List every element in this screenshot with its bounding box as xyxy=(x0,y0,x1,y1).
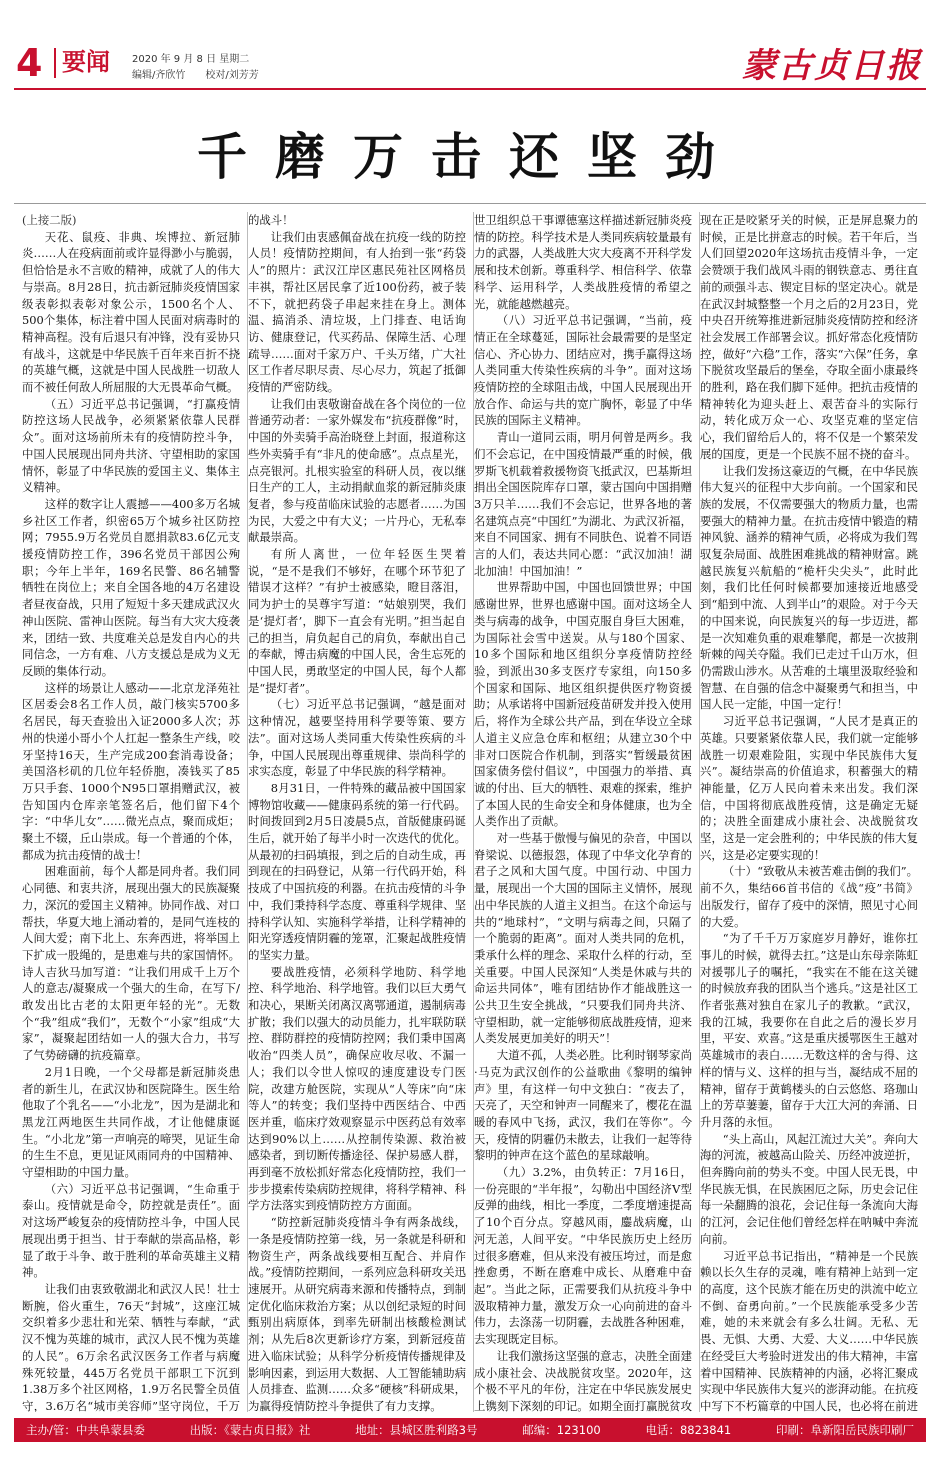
article-paragraph: 要战胜疫情，必须科学地防、科学地控、科学地治、科学地管。我们以巨大勇气和决心，果断关闭离汉离鄂通道，遏制病毒扩散；我们以强大的动员能力，扎牢联防联控、群防群控的疫情防控网；我们秉申国离收治“四类人员”，确保应收尽收、不漏一人；我们以令世人惊叹的速度建设专门医院，改建方舱医院，实现从“人等床”向“床等人”的转变；我们坚持中西医结合、中西医并重，临床疗效观察显示中医药总有效率达到90%以上……从控制传染源、救治被感染者，到切断传播途径、保护易感人群，再到毫不放松抓好常态化疫情防控，我们一步步摸索传染病防控规律，将科学精神、科学方法落实到疫情防控方方面面。 xyxy=(248,964,466,1213)
footer-address: 地址：县城区胜利路3号 xyxy=(355,1423,478,1437)
page-number: 4 xyxy=(16,41,43,85)
article-headline: 千磨万击还坚劲 xyxy=(197,127,743,186)
article-paragraph: 大道不孤，人类必胜。比利时钢琴家尚·马克为武汉创作的公益歌曲《黎明的编钟声》里，有这样一句中文独白：“夜去了，天亮了，天空和钟声一同醒来了，樱花在温暖的春风中飞扬，武汉，我们在等你”。今天，疫情的阴霾仍未散去，让我们一起等待黎明的钟声在这个蓝色的星球敲响。 xyxy=(474,1048,692,1163)
footer-postcode: 邮编：123100 xyxy=(522,1423,601,1437)
article-paragraph: （七）习近平总书记强调，“越是面对这种情况，越要坚持用科学要等策、要方法”。面对这场人类同重大传染性疾病的斗争，中国人民展现出尊重规律、崇尚科学的求实态度，彰显了中华民族的科学精神。 xyxy=(248,697,466,779)
article-column xyxy=(248,212,466,1412)
page-footer xyxy=(14,1418,926,1442)
article-paragraph: 习近平总书记强调，“人民才是真正的英雄。只要紧紧依靠人民，我们就一定能够战胜一切艰难险阻，实现中华民族伟大复兴”。凝结崇高的价值追求，积蓄强大的精神能量，亿万人民向着未来出发。我们深信，中国将彻底战胜疫情，这是确定无疑的；决胜全面建成小康社会、决战脱贫攻坚，这是一定会胜利的；中华民族的伟大复兴，这是必定要实现的！ xyxy=(700,714,918,862)
article-paragraph: 困难面前，每个人都是同舟者。我们同心同德、和衷共济，展现出强大的民族凝聚力，深沉的爱国主义精神。协同作战、对口帮扶，华夏大地上涌动着的，是同气连枝的人间大爱；南下北上、东奔西进，将举国上下扩成一股绳的，是患难与共的家国情怀。诗人吉狄马加写道：“让我们用成千上万个人的意志/凝聚成一个强大的生命，在写下/敢发出比古老的太阳更年轻的光”。无数个“我”组成“我们”，无数个“小家”组成“大家”，凝聚起团结如一人的强大合力，书写了气势磅礴的抗疫篇章。 xyxy=(22,864,240,1063)
article-paragraph: 习近平总书记指出，“精神是一个民族赖以长久生存的灵魂，唯有精神上站到一定的高度，这个民族才能在历史的洪流中屹立不倒、奋勇向前。”一个民族能承受多少苦难，她的未来就会有多么壮阔。无私、无畏、无惧、大勇、大爱、大义……中华民族在经受巨大考验时迸发出的伟大精神，丰富着中国精神、民族精神的内涵，必将汇聚成实现中华民族伟大复兴的澎湃动能。在抗疫中写下不朽篇章的中国人民，也必将在前进 xyxy=(700,1248,918,1412)
article-body xyxy=(22,212,918,1412)
article-paragraph: 的战斗！ xyxy=(248,213,294,227)
footer-sponsor: 主办/管：中共阜蒙县委 xyxy=(26,1423,145,1437)
article-paragraph: “为了千千万万家庭岁月静好，谁你扛事儿的时候，就得去扛。”这是山东母亲陈虹对援鄂儿子的嘱托，“我实在不能在这关键的时候放弃我的团队当个逃兵。”这是社区工作者张燕对独自在家儿子的教歉。“武汉，我的江城，我要你在自此之后的漫长岁月里，平安、欢喜。”这是重庆援鄂医生王越对英雄城市的表白……无数这样的舍与得、这样的情与义、这样的担与当，凝结成不屈的精神，留存于黄鹤楼头的白云悠悠、珞珈山上的芳草萋萋，留存于大江大河的奔涌、日升月落的永恒。 xyxy=(700,931,918,1129)
article-paragraph: 让我们发扬这豪迈的气概，在中华民族伟大复兴的征程中大步向前。一个国家和民族的发展，不仅需要强大的物质力量，也需要强大的精神力量。在抗击疫情中锻造的精神风貌、涵养的精神气质，必将成为我们驾驭复杂局面、战胜困难挑战的精神财富。跳越民族复兴航船的“桅杆尖尖头”，此时此刻，我们比任何时候都要加速接近地感受到“船到中流、人到半山”的艰险。对于今天的中国来说，向民族复兴的每一步迈进，都是一次知难负重的艰难攀爬，都是一次披荆斩棘的闯关夺隘。我们已走过千山万水，但仍需跋山涉水。从苦难的土壤里汲取经验和智慧、在自强的信念中凝聚勇气和担当，中国人民一定能，中国一定行！ xyxy=(700,463,918,712)
article-paragraph: （五）习近平总书记强调，“打赢疫情防控这场人民战争，必须紧紧依靠人民群众”。面对这场前所未有的疫情防控斗争，中国人民展现出同舟共济、守望相助的家国情怀，彰显了中华民族的爱国主义、集体主义精神。 xyxy=(22,396,240,495)
article-paragraph: 世界帮助中国，中国也回馈世界；中国感谢世界，世界也感谢中国。面对这场全人类与病毒的战争，中国克服自身巨大困难，为国际社会雪中送炭。从与180个国家、10多个国际和地区组织分享疫情防控经验，到派出30多支医疗专家组，向150多个国家和国际、地区组织提供医疗物资援助；从承诺将中国新冠疫苗研发并投入使用后，将作为全球公共产品，到在华设立全球人道主义应急仓库和枢纽；从建立30个中非对口医院合作机制，到落实“暂缓最贫困国家债务偿付倡议”，中国强力的举措、真诚的付出、巨大的牺牲、艰难的探索，维护了本国人民的生命安全和身体健康，也为全人类作出了贡献。 xyxy=(474,580,692,829)
article-paragraph: 青山一道同云雨，明月何曾是两乡。我们不会忘记，在中国疫情最严重的时候，俄罗斯飞机载着救援物资飞抵武汉，巴基斯坦捐出全国医院库存口罩，蒙古国向中国捐赠3万只羊……我们不会忘记，世界各地的著名建筑点亮“中国红”为湖北、为武汉祈福，来自不同国家、拥有不同肤色、说着不同语言的人们，表达共同心愿：“武汉加油！湖北加油！中国加油！” xyxy=(474,430,692,578)
article-paragraph: （十）“致敬从未被苦难击倒的我们”。前不久，集结66首书信的《战“疫”书简》出版发行，留存了疫中的深情，照见寸心间的大爱。 xyxy=(700,864,918,929)
article-paragraph: 让我们由衷敬谢奋战在各个岗位的一位普通劳动者：一家外媒发布“抗疫群像”时，中国的外卖骑手高治晓登上封面，报道称这些外卖骑手有“非凡的使命感”。点点星光，点亮银河。扎根实验室的科研人员，夜以继日生产的工人，主动捐献血浆的新冠肺炎康复者，参与疫苗临床试验的志愿者……为国为民，大爱之中有大义；一片丹心，无私奉献最崇高。 xyxy=(248,396,466,545)
article-column xyxy=(474,212,692,1412)
editor-line: 编辑/齐欣竹 校对/刘芳芳 xyxy=(132,70,259,81)
column-divider xyxy=(247,212,248,1412)
article-paragraph: 现在正是咬紧牙关的时候，正是屏息聚力的时候，正是比拼意志的时候。若干年后，当人们回望2020年这场抗击疫情斗争，一定会赞颂于我们战风斗雨的钢铁意志、勇往直前的顽强斗志、锲定目标的坚定决心。就是在武汉封城整整一个月之后的2月23日，党中央召开统筹推进新冠肺炎疫情防控和经济社会发展工作部署会议。抓好常态化疫情防控，做好“六稳”工作，落实“六保”任务，拿下脱贫攻坚最后的堡垒，夺取全面小康最终的胜利，路在我们脚下延伸。把抗击疫情的精神转化为迎头赶上、艰苦奋斗的实际行动，转化成万众一心、攻坚克难的坚定信心，我们留给后人的，将不仅是一个繁荣发展的国度，更是一个民族不屈不挠的奋斗。 xyxy=(700,213,918,461)
column-divider xyxy=(699,212,700,1412)
column-divider xyxy=(473,212,474,1412)
article-column xyxy=(700,212,918,1412)
header-rule xyxy=(14,88,926,90)
article-paragraph: 让我们由衷致敬湖北和武汉人民！壮士断腕，俗火重生，76天“封城”，这座江城交织着多少悲壮和光荣、牺牲与奉献，“武汉不愧为英雄的城市，武汉人民不愧为英雄的人民”。6万余名武汉医务工作者与病魔殊死较量，445万名党员干部职工下沉到1.38万多个社区网格，1.9万名民警全员值守，3.6万名“城市美容师”坚守岗位，千万 xyxy=(22,1282,240,1412)
article-paragraph: “头上高山，风起江流过大关”。奔向大海的河流，被越高山险关、历经冲波逆折，但奔腾向前的势头不变。中国人民无畏，中华民族无惧，在民族困厄之际，历史会记住每一朵翻腾的浪花，会记住每一条流向大海的江河，会记住他们曾经怎样在呐喊中奔流向前。 xyxy=(700,1131,918,1246)
article-paragraph: (上接二版) xyxy=(22,213,77,227)
newspaper-masthead: 蒙古贞日报 xyxy=(742,46,922,86)
article-paragraph: 让我们激扬这坚强的意志，决胜全面建成小康社会、决战脱贫攻坚。2020年，这个极不平凡的年份，注定在中华民族发展史上镌刻下深刻的印记。如期全面打赢脱贫攻 xyxy=(474,1348,692,1412)
article-paragraph: “防控新冠肺炎疫情斗争有两条战线，一条是疫情防控第一线，另一条就是科研和物资生产，两条战线要相互配合、并肩作战。”疫情防控期间，一系列应急科研攻关迅速展开。从研究病毒来源和传播特点，到制定优化临床救治方案；从以创纪录短的时间甄别出病原体，到率先研制出核酸检测试剂；从先后8次更新诊疗方案，到新冠疫苗进入临床试验；从科学分析疫情传播规律及影响因素，到运用大数据、人工智能辅助病人员排查、监测……众多“硬核”科研成果，为赢得疫情防控斗争提供了有力支撑。 xyxy=(248,1215,466,1412)
article-column xyxy=(22,212,240,1412)
article-paragraph: 天花、鼠疫、非典、埃博拉、新冠肺炎……人在疫病面前或许显得渺小与脆弱，但恰恰是永不言败的精神，成就了人的伟大与崇高。8月28日，抗击新冠肺炎疫情国家级表彰拟表彰对象公示，1500名个人、500个集体，标注着中国人民面对病毒时的精神高程。没有后退只有冲锋，没有妥协只有战斗，这就是中华民族千百年来百折不挠的英雄气概，这就是中国人民战胜一切敌人而不被任何敌人所屈服的大无畏革命气概。 xyxy=(22,229,240,395)
footer-printer: 印刷：阜新阳岳民族印刷厂 xyxy=(775,1423,914,1437)
footer-phone: 电话：8823841 xyxy=(645,1423,732,1437)
article-paragraph: 8月31日，一件特殊的藏品被中国国家博物馆收藏——健康码系统的第一行代码。时间拨回到2月5日凌晨5点，首版健康码诞生后，就开始了每半小时一次迭代的优化。从最初的扫码填报，到之后的自动生成，再到现在的扫码登记，从第一行代码开始，科技成了中国抗疫的利器。在抗击疫情的斗争中，我们秉持科学态度、尊重科学规律、坚持科学认知、实施科学举措，让科学精神的阳光穿透疫情阴霾的笼罩，汇聚起战胜疫情的坚实力量。 xyxy=(248,780,466,962)
headline-rule xyxy=(14,203,926,204)
article-paragraph: 让我们由衷感佩奋战在抗疫一线的防控人员！疫情防控期间，有人抬到一张“药袋人”的照片：武汉江岸区惠民苑社区网格员丰祺，帮社区居民拿了近100份药，被子装不下，就把药袋子串起来挂在身上。测体温、搞消杀、清垃圾，上门排查、电话询访、健康登记，代买药品、保障生活、心理疏导……面对千家万户、千头万绪，广大社区工作者尽职尽责、尽心尽力，筑起了抵御疫情的严密防线。 xyxy=(248,229,466,395)
footer-publisher: 出版：《蒙古贞日报》社 xyxy=(189,1423,311,1437)
article-paragraph: 有所人离世，一位年轻医生哭着说，“是不是我们不够好，在哪个环节犯了错误才这样？”有护士被感染，瞪目落泪，同为护士的吴尊宇写道：“姑娘别哭，我们是‘提灯者’，脚下一直会有光明。”担当起自己的担当，肩负起自己的肩负，奉献出自己的奉献，博击病魔的中国人民，舍生忘死的中国人民，勇敢坚定的中国人民，每个人都是“提灯者”。 xyxy=(248,547,466,695)
article-paragraph: 世卫组织总干事谭德塞这样描述新冠肺炎疫情的防控。科学技术是人类同疾病较量最有力的武器，人类战胜大灾大疫离不开科学发展和技术创新。尊重科学、相信科学、依靠科学、运用科学，人类战胜疫情的希望之光，就能越燃越亮。 xyxy=(474,213,692,311)
article-paragraph: （八）习近平总书记强调，“当前，疫情正在全球蔓延，国际社会最需要的是坚定信心、齐心协力、团结应对，携手赢得这场人类同重大传染性疾病的斗争”。面对这场疫情防控的全球阻击战，中国人民展现出开放合作、命运与共的宽广胸怀，彰显了中华民族的国际主义精神。 xyxy=(474,313,692,428)
date-line: 2020 年 9 月 8 日 星期二 xyxy=(132,54,250,65)
article-paragraph: （九）3.2%，由负转正：7月16日，一份亮眼的“半年报”，勾勒出中国经济V型反弹的曲线，相比一季度，二季度增速提高了10个百分点。穿越风雨，鏖战病魔，山河无恙，人间平安。“中华民族历史上经历过很多磨难，但从来没有被压垮过，而是愈挫愈勇，不断在磨难中成长、从磨难中奋起”。当此之际，正需要我们从抗疫斗争中汲取精神力量，激发万众一心向前进的奋斗伟力，去涤荡一切阴霾，去战胜各种困难，去实现既定目标。 xyxy=(474,1165,692,1347)
page-header xyxy=(14,41,926,88)
article-paragraph: 对一些基于傲慢与偏见的杂音，中国以脊梁说、以德报怨，体现了中华文化孕育的君子之风和大国气度。中国行动、中国力量，展现出一个大国的国际主义情怀，展现出中华民族的人道主义担当。在这个命运与共的“地球村”，“文明与病毒之间，只隔了一个脆弱的距离”。面对人类共同的危机，秉承什么样的理念、采取什么样的行动，至关重要。中国人民深知“人类是休戚与共的命运共同体”，唯有团结协作才能战胜这一公共卫生安全挑战，“只要我们同舟共济、守望相助，就一定能够彻底战胜疫情，迎来人类发展更加美好的明天”！ xyxy=(474,831,692,1046)
article-paragraph: （六）习近平总书记强调，“生命重于泰山。疫情就是命令，防控就是责任”。面对这场严峻复杂的疫情防控斗争，中国人民展现出勇于担当、甘于奉献的崇高品格，彰显了敢于斗争、敢于胜利的革命英雄主义精神。 xyxy=(22,1181,240,1280)
section-name: 要闻 xyxy=(62,48,110,76)
header-divider xyxy=(54,48,56,78)
article-paragraph: 这样的数字让人震撼——400多万名城乡社区工作者，织密65万个城乡社区防控网；7955.9万名党员自愿捐款83.6亿元支援疫情防控工作，396名党员干部因公殉职；今年上半年，169名民警、86名辅警牺牲在岗位上；来自全国各地的4万名建设者昼夜奋战，只用了短短十多天建成武汉火神山医院、雷神山医院。每当有大灾大疫袭来，团结一致、共度难关总是发自内心的共同信念，一方有难、八方支援总是成为义无反顾的集体行动。 xyxy=(22,496,240,678)
article-paragraph: 这样的场景让人感动——北京龙泽苑社区居委会8名工作人员，敲门核实5700多名居民，每天查验出入证2000多人次；苏州的快递小哥小个人扛起一整条生产线，咬牙坚持16天，生产完成200套消毒设备；美国洛杉矶的几位年轻侨胞，凑钱买了85万只手套、1000个N95口罩捐赠武汉，被告知国内仓库亲笔签名后，他们留下4个字：“中华儿女”……微光点点，聚而成炬；聚土不辍，丘山崇成。每一个普通的个体，都成为抗击疫情的战士！ xyxy=(22,680,240,862)
article-paragraph: 2月1日晚，一个父母都是新冠肺炎患者的新生儿，在武汉协和医院降生。医生给他取了个乳名——“小北龙”，因为是湖北和黑龙江两地医生共同作战，才让他健康诞生。“小北龙”第一声响亮的啼哭，见证生命的生生不息，更见证风雨同舟的中国精神、守望相助的中国力量。 xyxy=(22,1064,240,1180)
